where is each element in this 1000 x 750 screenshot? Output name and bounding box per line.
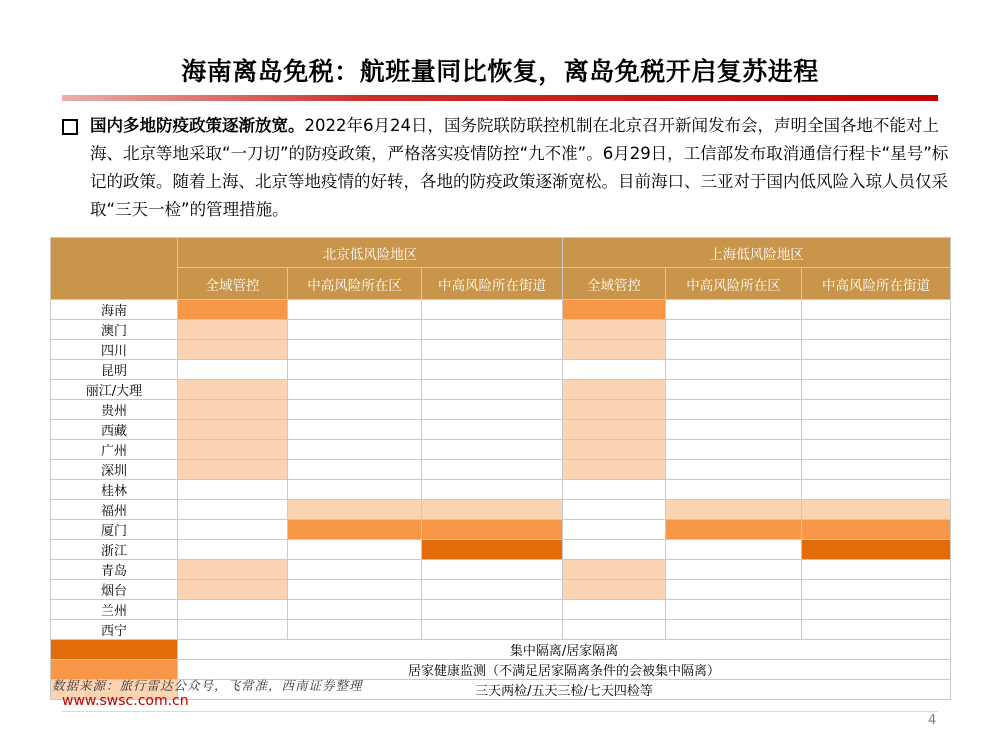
policy-cell-empty xyxy=(288,560,422,580)
subheader: 中高风险所在区 xyxy=(666,268,802,300)
policy-cell-c3 xyxy=(563,320,666,340)
policy-cell-empty xyxy=(666,460,802,480)
policy-cell-c3 xyxy=(288,500,422,520)
subheader: 中高风险所在街道 xyxy=(422,268,563,300)
footer-divider xyxy=(62,711,938,712)
city-name: 浙江 xyxy=(51,540,178,560)
policy-cell-empty xyxy=(288,380,422,400)
policy-cell-c3 xyxy=(563,340,666,360)
policy-cell-c3 xyxy=(563,460,666,480)
policy-table xyxy=(50,237,951,700)
title-underline xyxy=(62,95,938,101)
policy-cell-empty xyxy=(288,340,422,360)
policy-cell-empty xyxy=(802,620,951,640)
table-row xyxy=(51,540,951,560)
city-name: 厦门 xyxy=(51,520,178,540)
policy-cell-empty xyxy=(666,600,802,620)
policy-cell-c1 xyxy=(422,540,563,560)
policy-cell-c3 xyxy=(666,500,802,520)
policy-cell-c2 xyxy=(288,520,422,540)
policy-cell-c2 xyxy=(422,520,563,540)
city-name: 海南 xyxy=(51,300,178,320)
policy-cell-empty xyxy=(288,580,422,600)
policy-cell-empty xyxy=(422,300,563,320)
policy-cell-empty xyxy=(563,620,666,640)
policy-cell-c3 xyxy=(422,500,563,520)
policy-cell-empty xyxy=(666,360,802,380)
policy-cell-empty xyxy=(422,580,563,600)
policy-cell-empty xyxy=(802,580,951,600)
table-row xyxy=(51,560,951,580)
city-name: 丽江/大理 xyxy=(51,380,178,400)
policy-cell-c3 xyxy=(178,380,288,400)
policy-cell-empty xyxy=(178,500,288,520)
policy-cell-c2 xyxy=(666,520,802,540)
policy-cell-empty xyxy=(288,360,422,380)
policy-cell-c3 xyxy=(178,420,288,440)
policy-cell-empty xyxy=(563,360,666,380)
legend-row xyxy=(51,640,951,660)
policy-cell-empty xyxy=(422,480,563,500)
policy-cell-empty xyxy=(666,400,802,420)
policy-cell-empty xyxy=(422,380,563,400)
city-name: 西宁 xyxy=(51,620,178,640)
checkbox-bullet-icon xyxy=(62,119,78,135)
legend-swatch xyxy=(51,640,178,660)
city-name: 贵州 xyxy=(51,400,178,420)
group-header-beijing: 北京低风险地区 xyxy=(178,238,563,268)
policy-cell-empty xyxy=(563,600,666,620)
policy-cell-empty xyxy=(666,340,802,360)
policy-cell-c3 xyxy=(178,400,288,420)
city-name: 兰州 xyxy=(51,600,178,620)
policy-cell-empty xyxy=(178,520,288,540)
table-row xyxy=(51,340,951,360)
page-number: 4 xyxy=(928,713,937,728)
table-row xyxy=(51,500,951,520)
policy-cell-empty xyxy=(288,540,422,560)
policy-cell-empty xyxy=(802,340,951,360)
subheader: 全域管控 xyxy=(563,268,666,300)
policy-cell-empty xyxy=(666,420,802,440)
policy-cell-empty xyxy=(288,300,422,320)
policy-cell-empty xyxy=(802,440,951,460)
page-title: 海南离岛免税：航班量同比恢复，离岛免税开启复苏进程 xyxy=(181,57,819,86)
policy-cell-c3 xyxy=(178,440,288,460)
policy-cell-c3 xyxy=(802,500,951,520)
policy-cell-c3 xyxy=(178,320,288,340)
policy-cell-c2 xyxy=(802,520,951,540)
policy-cell-empty xyxy=(288,600,422,620)
policy-cell-empty xyxy=(563,480,666,500)
policy-cell-empty xyxy=(422,340,563,360)
policy-cell-empty xyxy=(802,560,951,580)
city-name: 四川 xyxy=(51,340,178,360)
policy-cell-empty xyxy=(422,440,563,460)
policy-cell-c3 xyxy=(563,420,666,440)
policy-cell-empty xyxy=(288,620,422,640)
policy-cell-empty xyxy=(802,320,951,340)
policy-cell-c1 xyxy=(802,540,951,560)
policy-cell-empty xyxy=(178,620,288,640)
policy-cell-empty xyxy=(288,420,422,440)
policy-cell-c3 xyxy=(178,560,288,580)
table-row xyxy=(51,620,951,640)
policy-cell-empty xyxy=(666,320,802,340)
city-name: 广州 xyxy=(51,440,178,460)
policy-cell-empty xyxy=(178,360,288,380)
policy-cell-empty xyxy=(802,420,951,440)
city-name: 烟台 xyxy=(51,580,178,600)
policy-cell-empty xyxy=(802,400,951,420)
policy-cell-c3 xyxy=(563,400,666,420)
policy-cell-c2 xyxy=(563,300,666,320)
city-name: 福州 xyxy=(51,500,178,520)
policy-cell-empty xyxy=(288,480,422,500)
table-row xyxy=(51,380,951,400)
table-row xyxy=(51,320,951,340)
policy-cell-c3 xyxy=(563,560,666,580)
policy-cell-empty xyxy=(666,440,802,460)
table-row xyxy=(51,360,951,380)
policy-cell-c3 xyxy=(563,580,666,600)
policy-cell-c3 xyxy=(178,580,288,600)
paragraph-lead: 国内多地防疫政策逐渐放宽。 xyxy=(90,116,305,135)
policy-cell-c3 xyxy=(563,380,666,400)
table-row xyxy=(51,520,951,540)
legend-label: 居家健康监测（不满足居家隔离条件的会被集中隔离） xyxy=(178,660,951,680)
policy-cell-empty xyxy=(422,420,563,440)
policy-cell-c2 xyxy=(178,300,288,320)
table-row xyxy=(51,460,951,480)
policy-cell-empty xyxy=(802,480,951,500)
group-header-shanghai: 上海低风险地区 xyxy=(563,238,951,268)
policy-cell-empty xyxy=(178,600,288,620)
policy-cell-empty xyxy=(178,540,288,560)
city-name: 桂林 xyxy=(51,480,178,500)
policy-cell-c3 xyxy=(563,440,666,460)
policy-cell-empty xyxy=(802,600,951,620)
policy-cell-empty xyxy=(802,360,951,380)
policy-cell-empty xyxy=(422,360,563,380)
subheader: 中高风险所在街道 xyxy=(802,268,951,300)
city-name: 深圳 xyxy=(51,460,178,480)
policy-cell-empty xyxy=(666,380,802,400)
website-url[interactable]: www.swsc.com.cn xyxy=(62,693,189,709)
policy-cell-empty xyxy=(422,460,563,480)
table-row xyxy=(51,300,951,320)
city-name: 西藏 xyxy=(51,420,178,440)
table-row xyxy=(51,400,951,420)
policy-cell-empty xyxy=(288,400,422,420)
policy-cell-empty xyxy=(563,500,666,520)
policy-cell-empty xyxy=(422,320,563,340)
policy-cell-empty xyxy=(666,580,802,600)
body-paragraph xyxy=(90,112,950,224)
policy-cell-empty xyxy=(666,300,802,320)
table-row xyxy=(51,600,951,620)
policy-cell-empty xyxy=(563,540,666,560)
table-body xyxy=(51,300,951,700)
policy-cell-empty xyxy=(288,440,422,460)
paragraph-text: 2022年6月24日，国务院联防联控机制在北京召开新闻发布会，声明全国各地不能对上海、北京等地采取“一刀切”的防疫政策，严格落实疫情防控“九不准”。6月29日，工信部发布取消通信行程卡“星号”标记的政策。随着上海、北京等地疫情的好转，各地的防疫政策逐渐宽松。目前海口、三亚对于国内低风险入琼人员仅采取“三天一检”的管理措施。 xyxy=(90,116,949,219)
table-row xyxy=(51,580,951,600)
data-source-note: 数据来源：旅行雷达公众号，飞常准，西南证券整理 xyxy=(52,678,363,693)
legend-label: 三天两检/五天三检/七天四检等 xyxy=(178,680,951,700)
policy-cell-empty xyxy=(666,540,802,560)
policy-cell-empty xyxy=(666,620,802,640)
policy-cell-empty xyxy=(802,300,951,320)
subheader: 全域管控 xyxy=(178,268,288,300)
policy-cell-empty xyxy=(563,520,666,540)
city-name: 青岛 xyxy=(51,560,178,580)
table-row xyxy=(51,440,951,460)
policy-cell-empty xyxy=(666,480,802,500)
policy-cell-empty xyxy=(802,460,951,480)
legend-label: 集中隔离/居家隔离 xyxy=(178,640,951,660)
policy-cell-empty xyxy=(422,560,563,580)
table-corner-header xyxy=(51,238,178,300)
city-name: 澳门 xyxy=(51,320,178,340)
policy-cell-c3 xyxy=(178,460,288,480)
policy-cell-empty xyxy=(178,480,288,500)
table-row xyxy=(51,480,951,500)
city-name: 昆明 xyxy=(51,360,178,380)
policy-cell-empty xyxy=(666,560,802,580)
policy-cell-empty xyxy=(422,620,563,640)
subheader: 中高风险所在区 xyxy=(288,268,422,300)
policy-cell-c3 xyxy=(178,340,288,360)
policy-cell-empty xyxy=(422,600,563,620)
policy-cell-empty xyxy=(288,460,422,480)
policy-cell-empty xyxy=(422,400,563,420)
policy-cell-empty xyxy=(288,320,422,340)
table-row xyxy=(51,420,951,440)
policy-cell-empty xyxy=(802,380,951,400)
